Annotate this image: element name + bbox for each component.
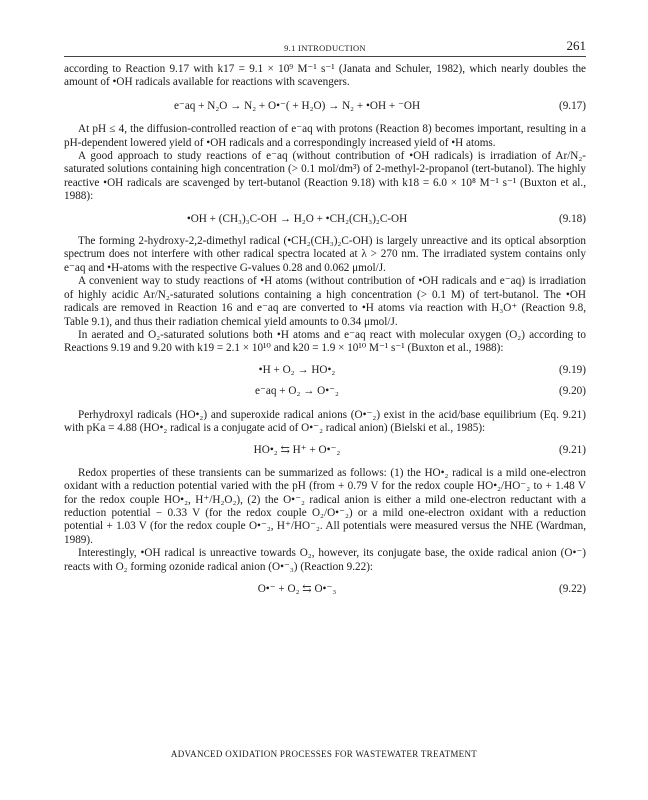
equation-9-20 [64,385,586,398]
equation-number: (9.19) [558,363,586,376]
paragraph: A convenient way to study reactions of •H atoms (without contribution of •OH radicals and e⁻aq) is irradiation of highly acidic Ar/N₂-saturated solutions containing a high concentration (> 0.1 M) of tert-butanol. The •OH radicals are removed in Reaction 16 and e⁻aq are converted to •H atoms via reaction with H₃O⁺ (Reaction 9.8, Table 9.1), and thus their radiation chemical yield amounts to 0.34 μmol/J. [64,275,586,328]
paragraph: In aerated and O₂-saturated solutions both •H atoms and e⁻aq react with molecular oxygen (O₂) according to Reactions 9.19 and 9.20 with k19 = 2.1 × 10¹⁰ and k20 = 1.9 × 10¹⁰ M⁻¹ s⁻¹ (Buxton et al., 1988): [64,328,586,355]
equation-text: •H + O₂ → HO•₂ [258,363,336,376]
page-number: 261 [566,38,586,53]
equation-9-21 [64,444,586,457]
equation-number: (9.22) [558,583,586,595]
equation-9-22 [64,583,586,596]
paragraph: Redox properties of these transients can be summarized as follows: (1) the HO•₂ radical is a mild one-electron oxidant with a reduction potential varied with the pH (from + 0.79 V for the redox couple HO•₂/HO⁻₂ to + 1.48 V for the redox couple HO•₂, H⁺/H₂O₂), (2) the O•⁻₂ radical anion is either a mild one-electron reductant with a reduction potential − 0.33 V (for the redox couple O₂/O•⁻₂) or a mild one-electron oxidant with a reduction potential + 1.03 V (for the redox couple O•⁻₂, H⁺/HO⁻₂. All potentials were measured versus the NHE (Wardman, 1989). [64,466,586,546]
equation-text: •OH + (CH₃)₃C-OH → H₂O + •CH₂(CH₃)₂C-OH [186,212,408,225]
paragraph: Perhydroxyl radicals (HO•₂) and superoxide radical anions (O•⁻₂) exist in the acid/base equilibrium (Eq. 9.21) with pKa = 4.88 (HO•₂ radical is a conjugate acid of O•⁻₂ radical anion) (Bielski et al., 1985): [64,408,586,434]
paragraph: At pH ≤ 4, the diffusion-controlled reaction of e⁻aq with protons (Reaction 8) becomes important, resulting in a pH-dependent lowered yield of •OH radicals and a correspondingly increased yield of •H atoms. [64,123,586,149]
running-header [64,38,586,58]
paragraph: Interestingly, •OH radical is unreactive towards O₂, however, its conjugate base, the oxide radical anion (O•⁻) reacts with O₂ forming ozonide radical anion (O•⁻₃) (Reaction 9.22): [64,547,586,573]
equation-number: (9.21) [558,444,586,457]
paragraph: The forming 2-hydroxy-2,2-dimethyl radical (•CH₂(CH₃)₂C-OH) is largely unreactive and its optical absorption spectrum does not interfere with other radical spectra located at λ > 270 nm. The irradiated system contains only e⁻aq and •H-atoms with the respective G-values 0.28 and 0.062 μmol/J. [64,235,586,274]
equation-number: (9.20) [558,385,586,398]
equation-9-17 [64,100,586,113]
section-title: 9.1 INTRODUCTION [284,43,366,53]
equation-text: O•⁻ + O₂ ⇆ O•⁻₃ [257,583,337,595]
page-body [64,63,586,596]
equation-number: (9.17) [558,99,586,112]
equation-9-18 [64,213,586,226]
equation-text: HO•₂ ⇆ H⁺ + O•⁻₂ [253,444,341,457]
equation-9-19 [64,364,586,377]
equation-text: e⁻aq + O₂ → O•⁻₂ [255,385,339,398]
equation-text: e⁻aq + N₂O → N₂ + O•⁻( + H₂O) → N₂ + •OH + ⁻OH [173,99,421,112]
equation-number: (9.18) [558,212,586,225]
header-rule [64,56,586,57]
paragraph: A good approach to study reactions of e⁻aq (without contribution of •OH radicals) is irradiation of Ar/N₂-saturated solutions containing high concentration (> 0.1 mol/dm³) of 2-methyl-2-propanol (tert-butanol). The highly reactive •OH radicals are scavenged by tert-butanol (Reaction 9.18) with k18 = 6.0 × 10⁸ M⁻¹ s⁻¹ (Buxton et al., 1988): [64,150,586,203]
paragraph: according to Reaction 9.17 with k17 = 9.1 × 10⁹ M⁻¹ s⁻¹ (Janata and Schuler, 1982), which nearly doubles the amount of •OH radicals available for reactions with scavengers. [64,63,586,89]
running-footer: ADVANCED OXIDATION PROCESSES FOR WASTEWATER TREATMENT [170,749,478,759]
